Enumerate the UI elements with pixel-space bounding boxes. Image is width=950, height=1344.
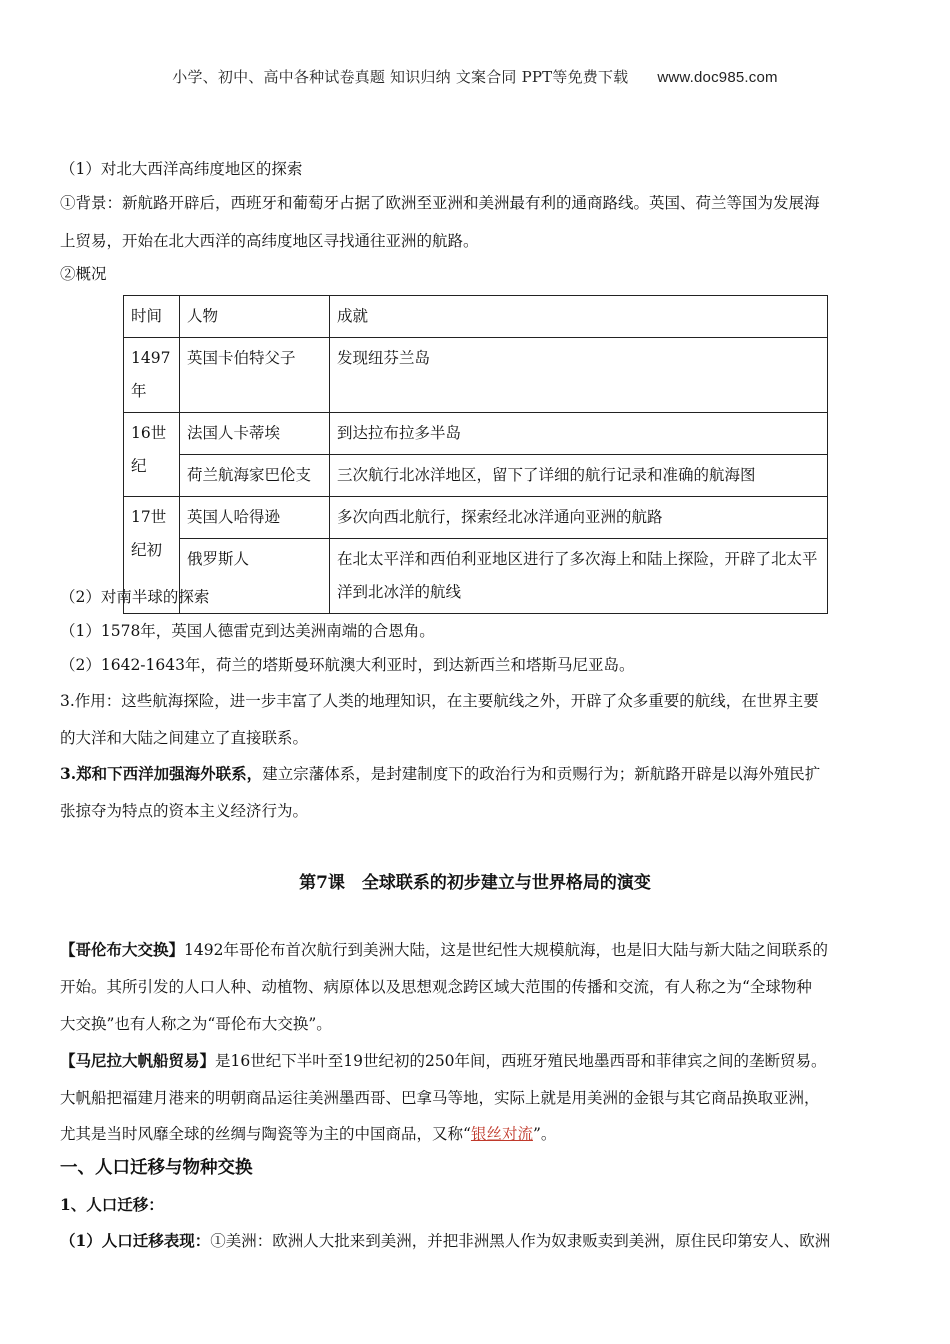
cell-achievement: 到达拉布拉多半岛 [330,413,828,455]
cell-time: 17世纪初 [124,497,180,614]
cell-achievement: 在北太平洋和西伯利亚地区进行了多次海上和陆上探险，开辟了北太平洋到北冰洋的航线 [330,539,828,614]
cell-person: 荷兰航海家巴伦支 [180,455,330,497]
cell-achievement: 多次向西北航行，探索经北冰洋通向亚洲的航路 [330,497,828,539]
columbus-line2: 开始。其所引发的人口人种、动植物、病原体以及思想观念跨区域大范围的传播和交流，有人称之为“全球物种 [60,978,812,996]
part1-item [60,1231,900,1251]
zhenghe-bold: 3.郑和下西洋加强海外联系， [60,764,263,783]
cell-achievement: 发现纽芬兰岛 [330,338,828,413]
manila-text-b: ”。 [532,1125,557,1143]
cell-person: 英国人哈得逊 [180,497,330,539]
manila-line2: 大帆船把福建月港来的明朝商品运往美洲墨西哥、巴拿马等地，实际上就是用美洲的金银与其它商品换取亚洲， [60,1089,820,1107]
cell-achievement: 三次航行北冰洋地区，留下了详细的航行记录和准确的航海图 [330,455,828,497]
th-achievement: 成就 [330,296,828,338]
part1-item-rest: ①美洲：欧洲人大批来到美洲，并把非洲黑人作为奴隶贩卖到美洲，原住民印第安人、欧洲 [210,1232,831,1250]
header-site: www.doc985.com [657,69,778,86]
manila-line1 [60,1051,900,1071]
zhenghe-line1 [60,764,900,784]
silver-silk-link[interactable]: 银丝对流 [470,1125,533,1143]
manila-text: 是16世纪下半叶至19世纪初的250年间，西班牙殖民地墨西哥和菲律宾之间的垄断贸易。 [215,1052,827,1070]
th-person: 人物 [180,296,330,338]
effect-line1: 3.作用：这些航海探险，进一步丰富了人类的地理知识，在主要航线之外，开辟了众多重要的航线，在世界主要 [60,692,819,710]
exploration-table [123,295,828,614]
lesson-title: 第7课 全球联系的初步建立与世界格局的演变 [299,873,651,893]
columbus-text: 1492年哥伦布首次航行到美洲大陆，这是世纪性大规模航海，也是旧大陆与新大陆之间联系的 [184,941,828,959]
cell-time: 16世纪 [124,413,180,497]
sec2-heading: （2）对南半球的探索 [60,588,210,606]
part1-item-bold: （1）人口迁移表现： [60,1231,211,1250]
table-row [124,497,828,539]
cell-person: 俄罗斯人 [180,539,330,614]
sec2-item2: （2）1642-1643年，荷兰的塔斯曼环航澳大利亚时，到达新西兰和塔斯马尼亚岛。 [60,656,635,674]
columbus-line3: 大交换”也有人称之为“哥伦布大交换”。 [60,1015,332,1033]
manila-text-a: 尤其是当时风靡全球的丝绸与陶瓷等为主的中国商品，又称“ [60,1125,471,1143]
columbus-line1 [60,940,900,960]
sec1-overview: ②概况 [60,265,107,283]
header-text: 小学、初中、高中各种试卷真题 知识归纳 文案合同 PPT等免费下载 [172,68,629,86]
effect-line2: 的大洋和大陆之间建立了直接联系。 [60,729,309,747]
cell-person: 英国卡伯特父子 [180,338,330,413]
cell-time: 1497年 [124,338,180,413]
table-row [124,455,828,497]
table-header-row [124,296,828,338]
part1-subheading: 1、人口迁移： [60,1195,164,1214]
table-row [124,413,828,455]
manila-line3 [60,1124,900,1144]
manila-term: 【马尼拉大帆船贸易】 [60,1051,216,1070]
sec2-item1: （1）1578年，英国人德雷克到达美洲南端的合恩角。 [60,622,435,640]
sec1-background-line2: 上贸易，开始在北大西洋的高纬度地区寻找通往亚洲的航路。 [60,232,479,250]
zhenghe-line2: 张掠夺为特点的资本主义经济行为。 [60,802,309,820]
table-row [124,338,828,413]
part1-heading: 一、人口迁移与物种交换 [60,1158,253,1178]
zhenghe-rest: 建立宗藩体系，是封建制度下的政治行为和贡赐行为；新航路开辟是以海外殖民扩 [262,765,821,783]
cell-person: 法国人卡蒂埃 [180,413,330,455]
th-time: 时间 [124,296,180,338]
columbus-term: 【哥伦布大交换】 [60,940,185,959]
sec1-heading: （1）对北大西洋高纬度地区的探索 [60,160,303,178]
page-header [0,66,950,87]
sec1-background-line1: ①背景：新航路开辟后，西班牙和葡萄牙占据了欧洲至亚洲和美洲最有利的通商路线。英国、荷兰等国为发展海 [60,194,820,212]
